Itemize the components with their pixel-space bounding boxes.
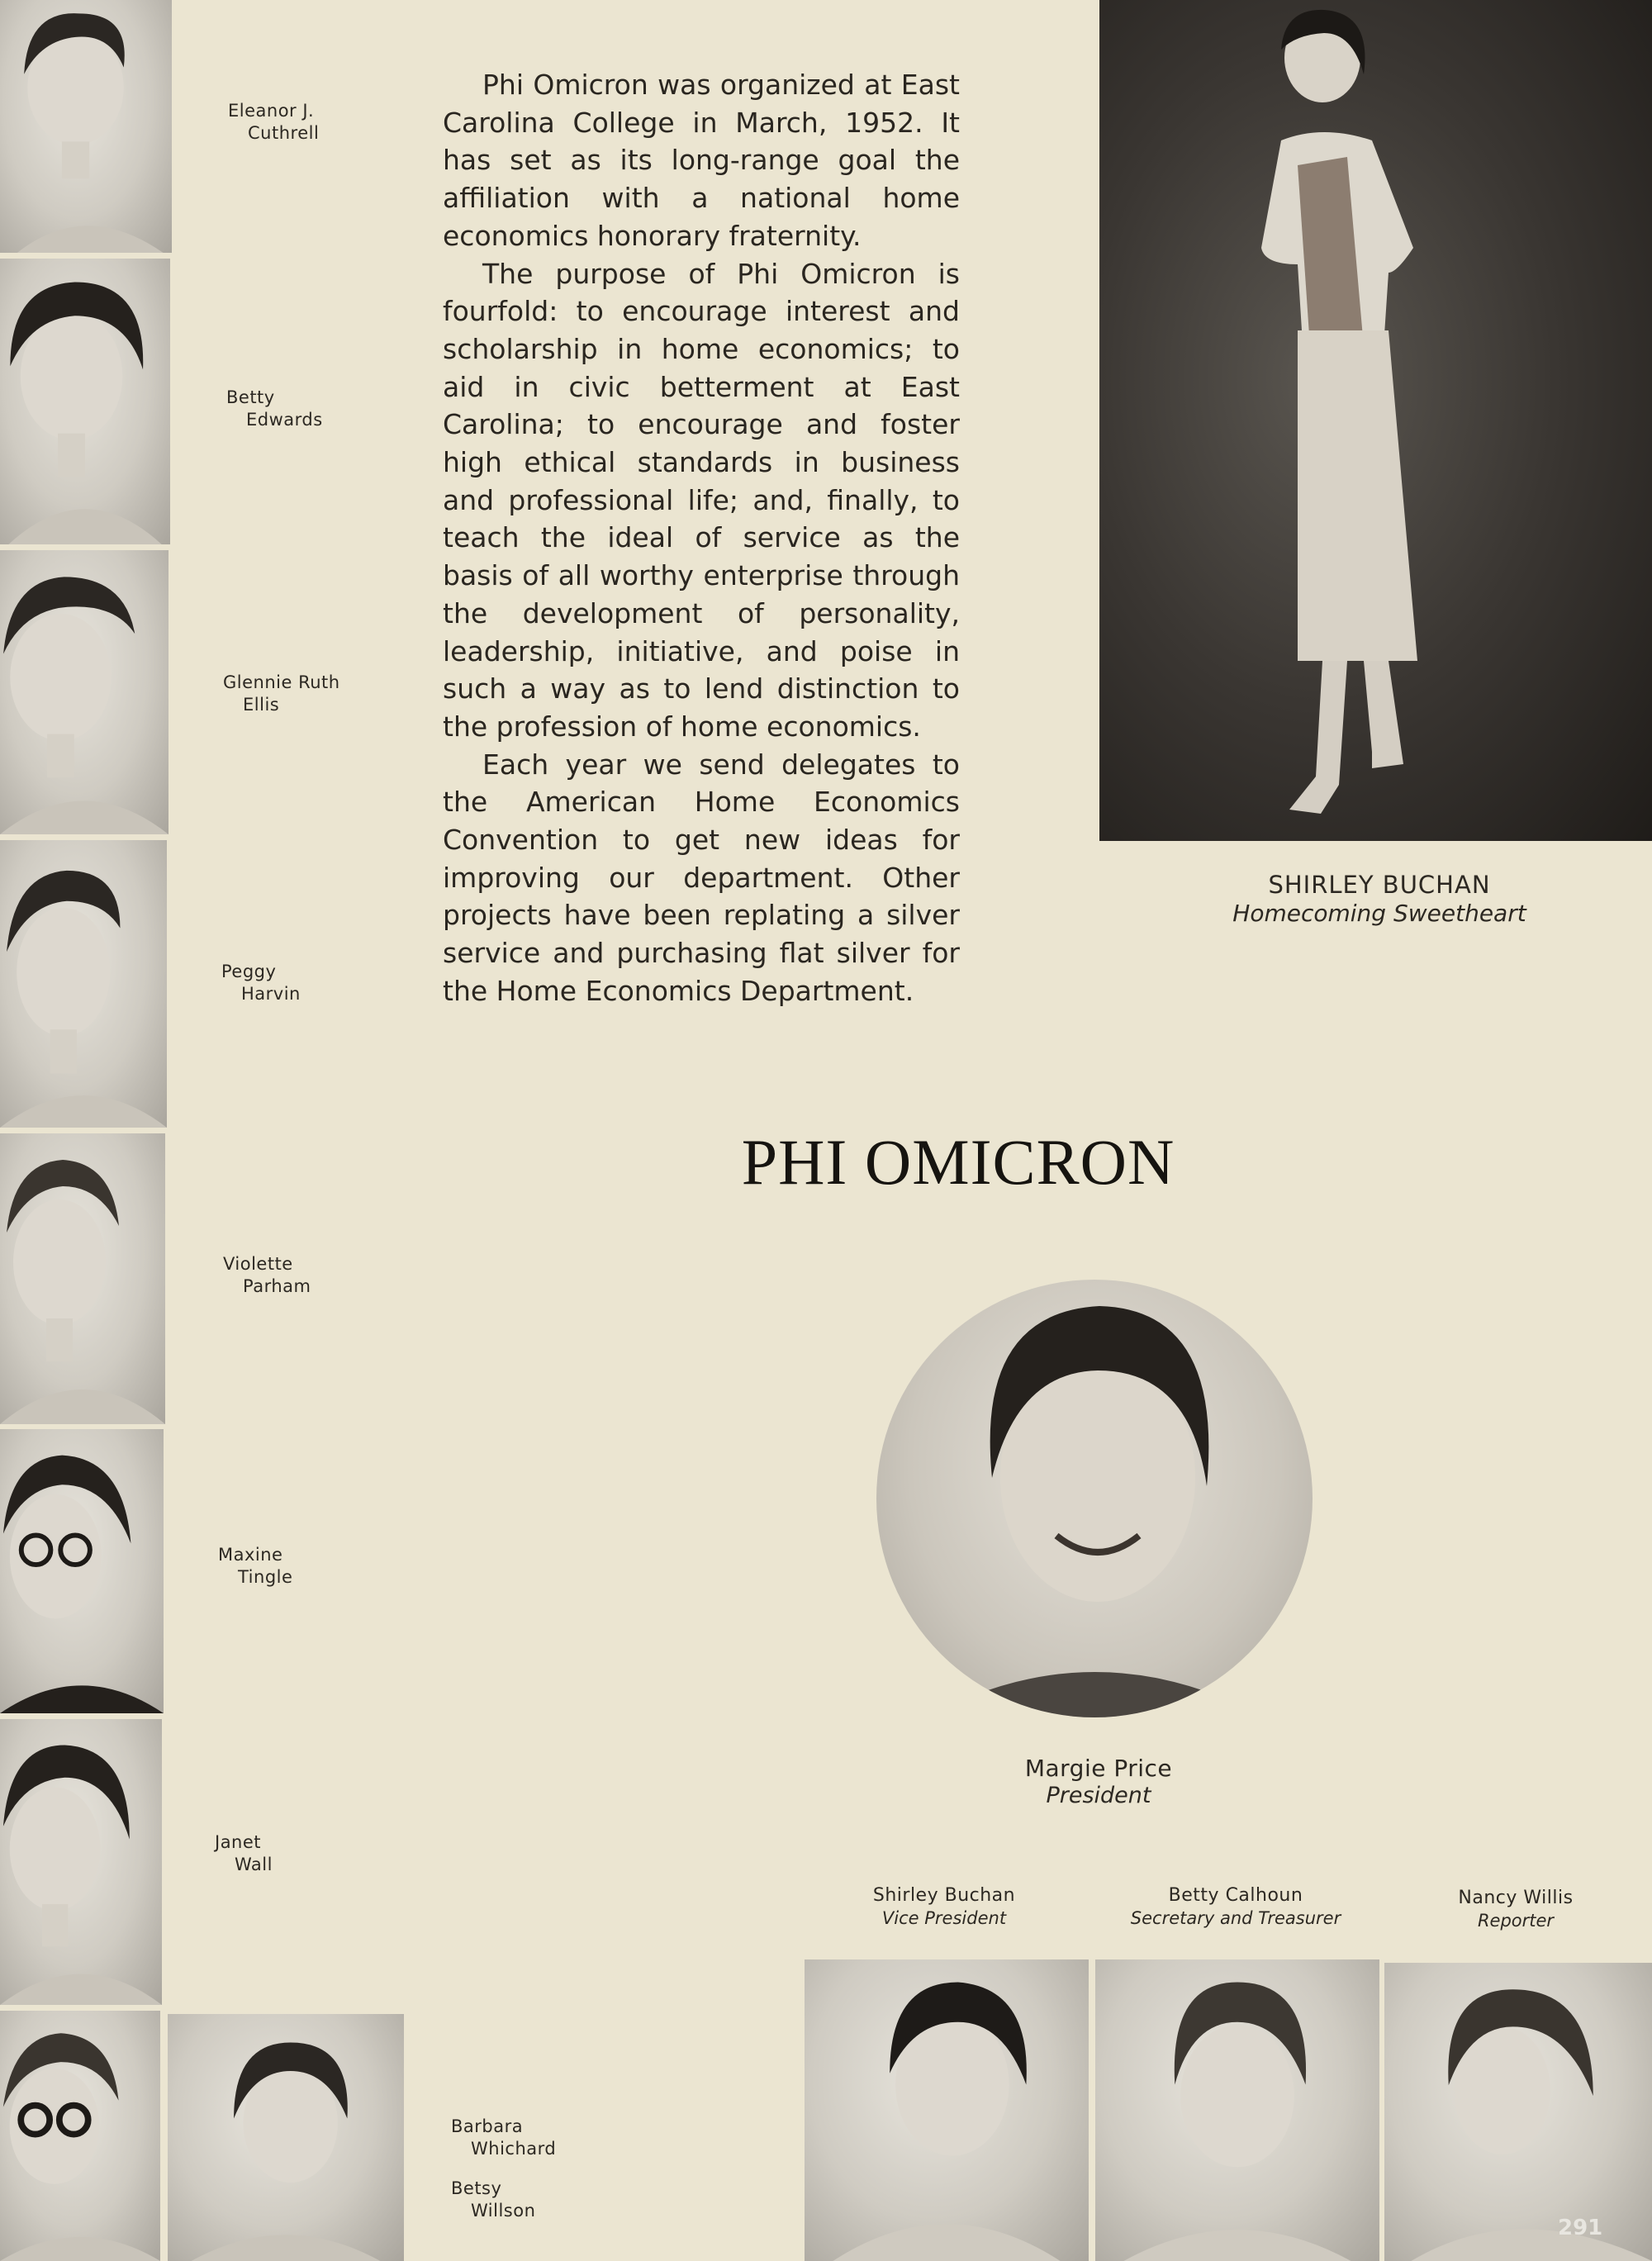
sweetheart-name: SHIRLEY BUCHAN	[1268, 871, 1491, 899]
page-title: PHI OMICRON	[741, 1126, 1175, 1198]
member-caption: Janet Wall	[215, 1832, 273, 1874]
officer-caption	[1112, 1884, 1360, 1929]
officer-role: Secretary and Treasurer	[1130, 1908, 1341, 1928]
portrait-photo-wall	[0, 1719, 162, 2005]
article-paragraph: Phi Omicron was organized at East Carolina College in March, 1952. It has set as its long-range goal the affiliation with a national home economics honorary fraternity.	[443, 69, 960, 252]
member-caption: Glennie Ruth Ellis	[223, 672, 340, 715]
officer-caption	[826, 1884, 1062, 1929]
member-caption: Betsy Willson	[451, 2178, 536, 2221]
portrait-photo-edwards	[0, 259, 170, 544]
president-caption	[933, 1755, 1264, 1809]
article-paragraph: The purpose of Phi Omicron is fourfold: to encourage interest and scholarship in home economics; to aid in civic betterment at East Carolina; to encourage and foster high ethical standards in business and professional life; and, finally, to teach the ideal of service as the basis of all worthy enterprise through the development of personality, leadership, initiative, and poise in such a way as to lend distinction to the profession of home economics.	[443, 257, 960, 743]
portrait-photo-parham	[0, 1133, 165, 1424]
portrait-photo-cuthrell	[0, 0, 172, 253]
officer-name: Nancy Willis	[1458, 1888, 1574, 1908]
officer-photo-calhoun	[1095, 1959, 1379, 2261]
officer-photo-willis	[1384, 1963, 1652, 2261]
page-number: 291	[1558, 2216, 1603, 2240]
officer-photo-buchan	[805, 1959, 1089, 2261]
officer-role: Reporter	[1477, 1911, 1555, 1931]
member-caption: Maxine Tingle	[218, 1545, 293, 1587]
member-caption: Peggy Harvin	[221, 962, 301, 1004]
portrait-photo-harvin	[0, 840, 167, 1128]
officer-role: Vice President	[881, 1908, 1007, 1928]
president-photo	[876, 1280, 1313, 1717]
article-paragraph: Each year we send delegates to the American Home Economics Convention to get new ideas for improving our department. Other projects have been replating a silver service and purchasing flat silver for the Home Economics Department.	[443, 748, 960, 1007]
sweetheart-caption	[1181, 870, 1578, 928]
member-caption: Eleanor J. Cuthrell	[228, 101, 320, 143]
member-caption: Violette Parham	[223, 1254, 311, 1296]
president-role: President	[1046, 1783, 1151, 1808]
portrait-photo-ellis	[0, 550, 169, 834]
member-caption: Betty Edwards	[226, 387, 323, 430]
officer-name: Shirley Buchan	[872, 1885, 1016, 1906]
portrait-photo-tingle	[0, 1429, 164, 1713]
article-body	[443, 66, 960, 1010]
member-caption: Barbara Whichard	[451, 2116, 557, 2159]
president-name: Margie Price	[1024, 1755, 1173, 1782]
officer-name: Betty Calhoun	[1168, 1885, 1303, 1906]
sweetheart-photo	[1099, 0, 1652, 841]
officer-caption	[1412, 1887, 1619, 1931]
portrait-photo-willson	[168, 2014, 404, 2261]
portrait-photo-whichard	[0, 2011, 160, 2261]
sweetheart-role: Homecoming Sweetheart	[1232, 900, 1526, 927]
